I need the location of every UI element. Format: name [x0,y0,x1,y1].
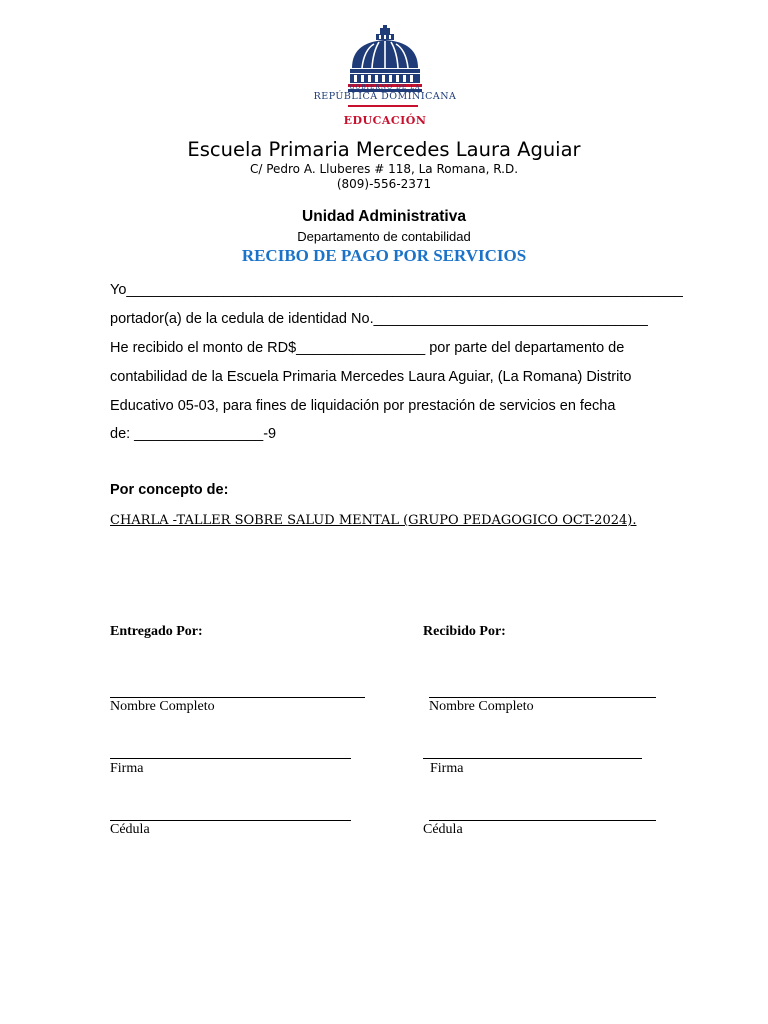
document-title: RECIBO DE PAGO POR SERVICIOS [241,246,527,265]
delivered-signature-label: Firma [110,761,144,776]
school-phone: (809)-556-2371 [336,177,432,191]
concept-heading: Por concepto de: [110,482,229,498]
emblem-education-label: EDUCACIÓN [343,114,427,127]
body-line-purpose: Educativo 05-03, para fines de liquidación por prestación de servicios en fecha [110,398,616,414]
received-signature-line [423,758,642,759]
delivered-id-line [110,820,351,821]
school-name: Escuela Primaria Mercedes Laura Aguiar [187,138,581,161]
delivered-name-label: Nombre Completo [110,699,215,714]
body-line-date: de: ________________-9 [110,426,277,442]
delivered-by-heading: Entregado Por: [110,624,203,639]
emblem-subtitle: GOBIERNO DE LA [349,84,421,91]
received-name-label: Nombre Completo [429,699,534,714]
received-name-line [429,697,656,698]
body-line-id: portador(a) de la cedula de identidad No.__________________________________ [110,311,648,327]
received-id-line [429,820,656,821]
delivered-name-line [110,697,365,698]
department-name: Departamento de contabilidad [297,229,471,244]
received-id-label: Cédula [423,822,463,837]
delivered-id-label: Cédula [110,822,150,837]
school-address: C/ Pedro A. Lluberes # 118, La Romana, R.D. [249,162,519,176]
body-line-amount: He recibido el monto de RD$________________ por parte del departamento de [110,340,625,356]
body-line-accounting: contabilidad de la Escuela Primaria Mercedes Laura Aguiar, (La Romana) Distrito [110,369,632,385]
body-line-name: Yo_____________________________________________________________________ [110,282,683,298]
concept-text: CHARLA -TALLER SOBRE SALUD MENTAL (GRUPO PEDAGOGICO OCT-2024). [110,513,637,528]
delivered-signature-line [110,758,351,759]
dominican-government-emblem [310,24,460,128]
emblem-divider [348,105,418,107]
received-signature-label: Firma [430,761,464,776]
administrative-unit: Unidad Administrativa [302,208,466,225]
received-by-heading: Recibido Por: [423,624,506,639]
emblem-country-name: REPÚBLICA DOMINICANA [313,91,457,102]
